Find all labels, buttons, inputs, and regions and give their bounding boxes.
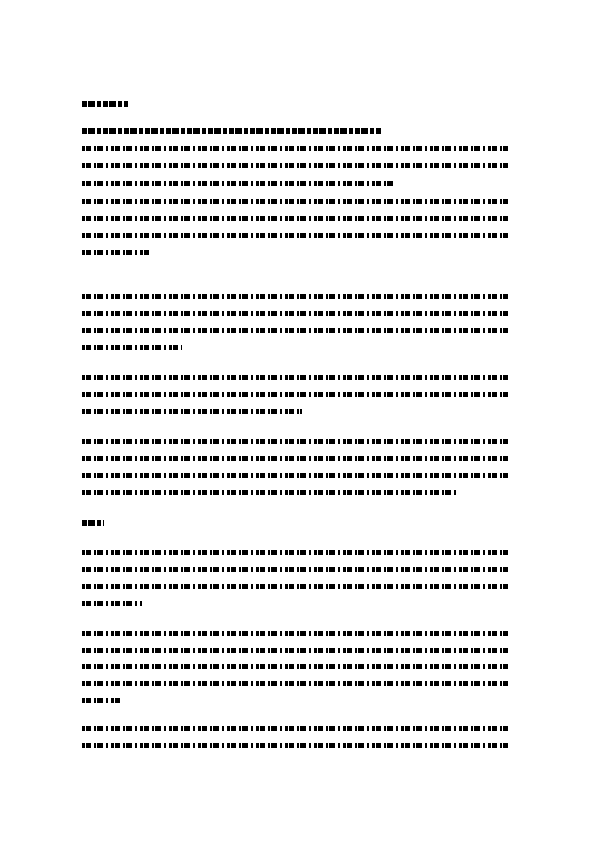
paragraph-line [82, 375, 508, 380]
paragraph-line [82, 456, 508, 461]
paragraph-line [82, 726, 508, 731]
paragraph-line [82, 439, 508, 444]
paragraph-line [82, 311, 508, 316]
paragraph-line [82, 584, 508, 589]
paragraph-line [82, 550, 508, 555]
paragraph-line [82, 328, 508, 333]
paragraph-line [82, 181, 394, 186]
paragraph-line [82, 698, 122, 703]
paragraph-line [82, 601, 142, 606]
paragraph-line [82, 473, 508, 478]
paragraph-line [82, 233, 508, 238]
paragraph-line [82, 199, 508, 204]
paragraph-line [82, 631, 508, 636]
section-marker [82, 520, 104, 526]
paragraph-line [82, 490, 458, 495]
paragraph-line [82, 345, 182, 350]
paragraph-line [82, 294, 508, 299]
paragraph-line [82, 648, 508, 653]
document-title [82, 128, 382, 134]
paragraph-line [82, 681, 508, 686]
page-heading [82, 101, 128, 107]
paragraph-line [82, 163, 508, 168]
paragraph-line [82, 250, 152, 255]
paragraph-line [82, 409, 302, 414]
paragraph-line [82, 567, 508, 572]
paragraph-line [82, 392, 508, 397]
paragraph-line [82, 664, 508, 669]
paragraph-line [82, 743, 508, 748]
paragraph-line [82, 216, 508, 221]
paragraph-line [82, 146, 508, 151]
